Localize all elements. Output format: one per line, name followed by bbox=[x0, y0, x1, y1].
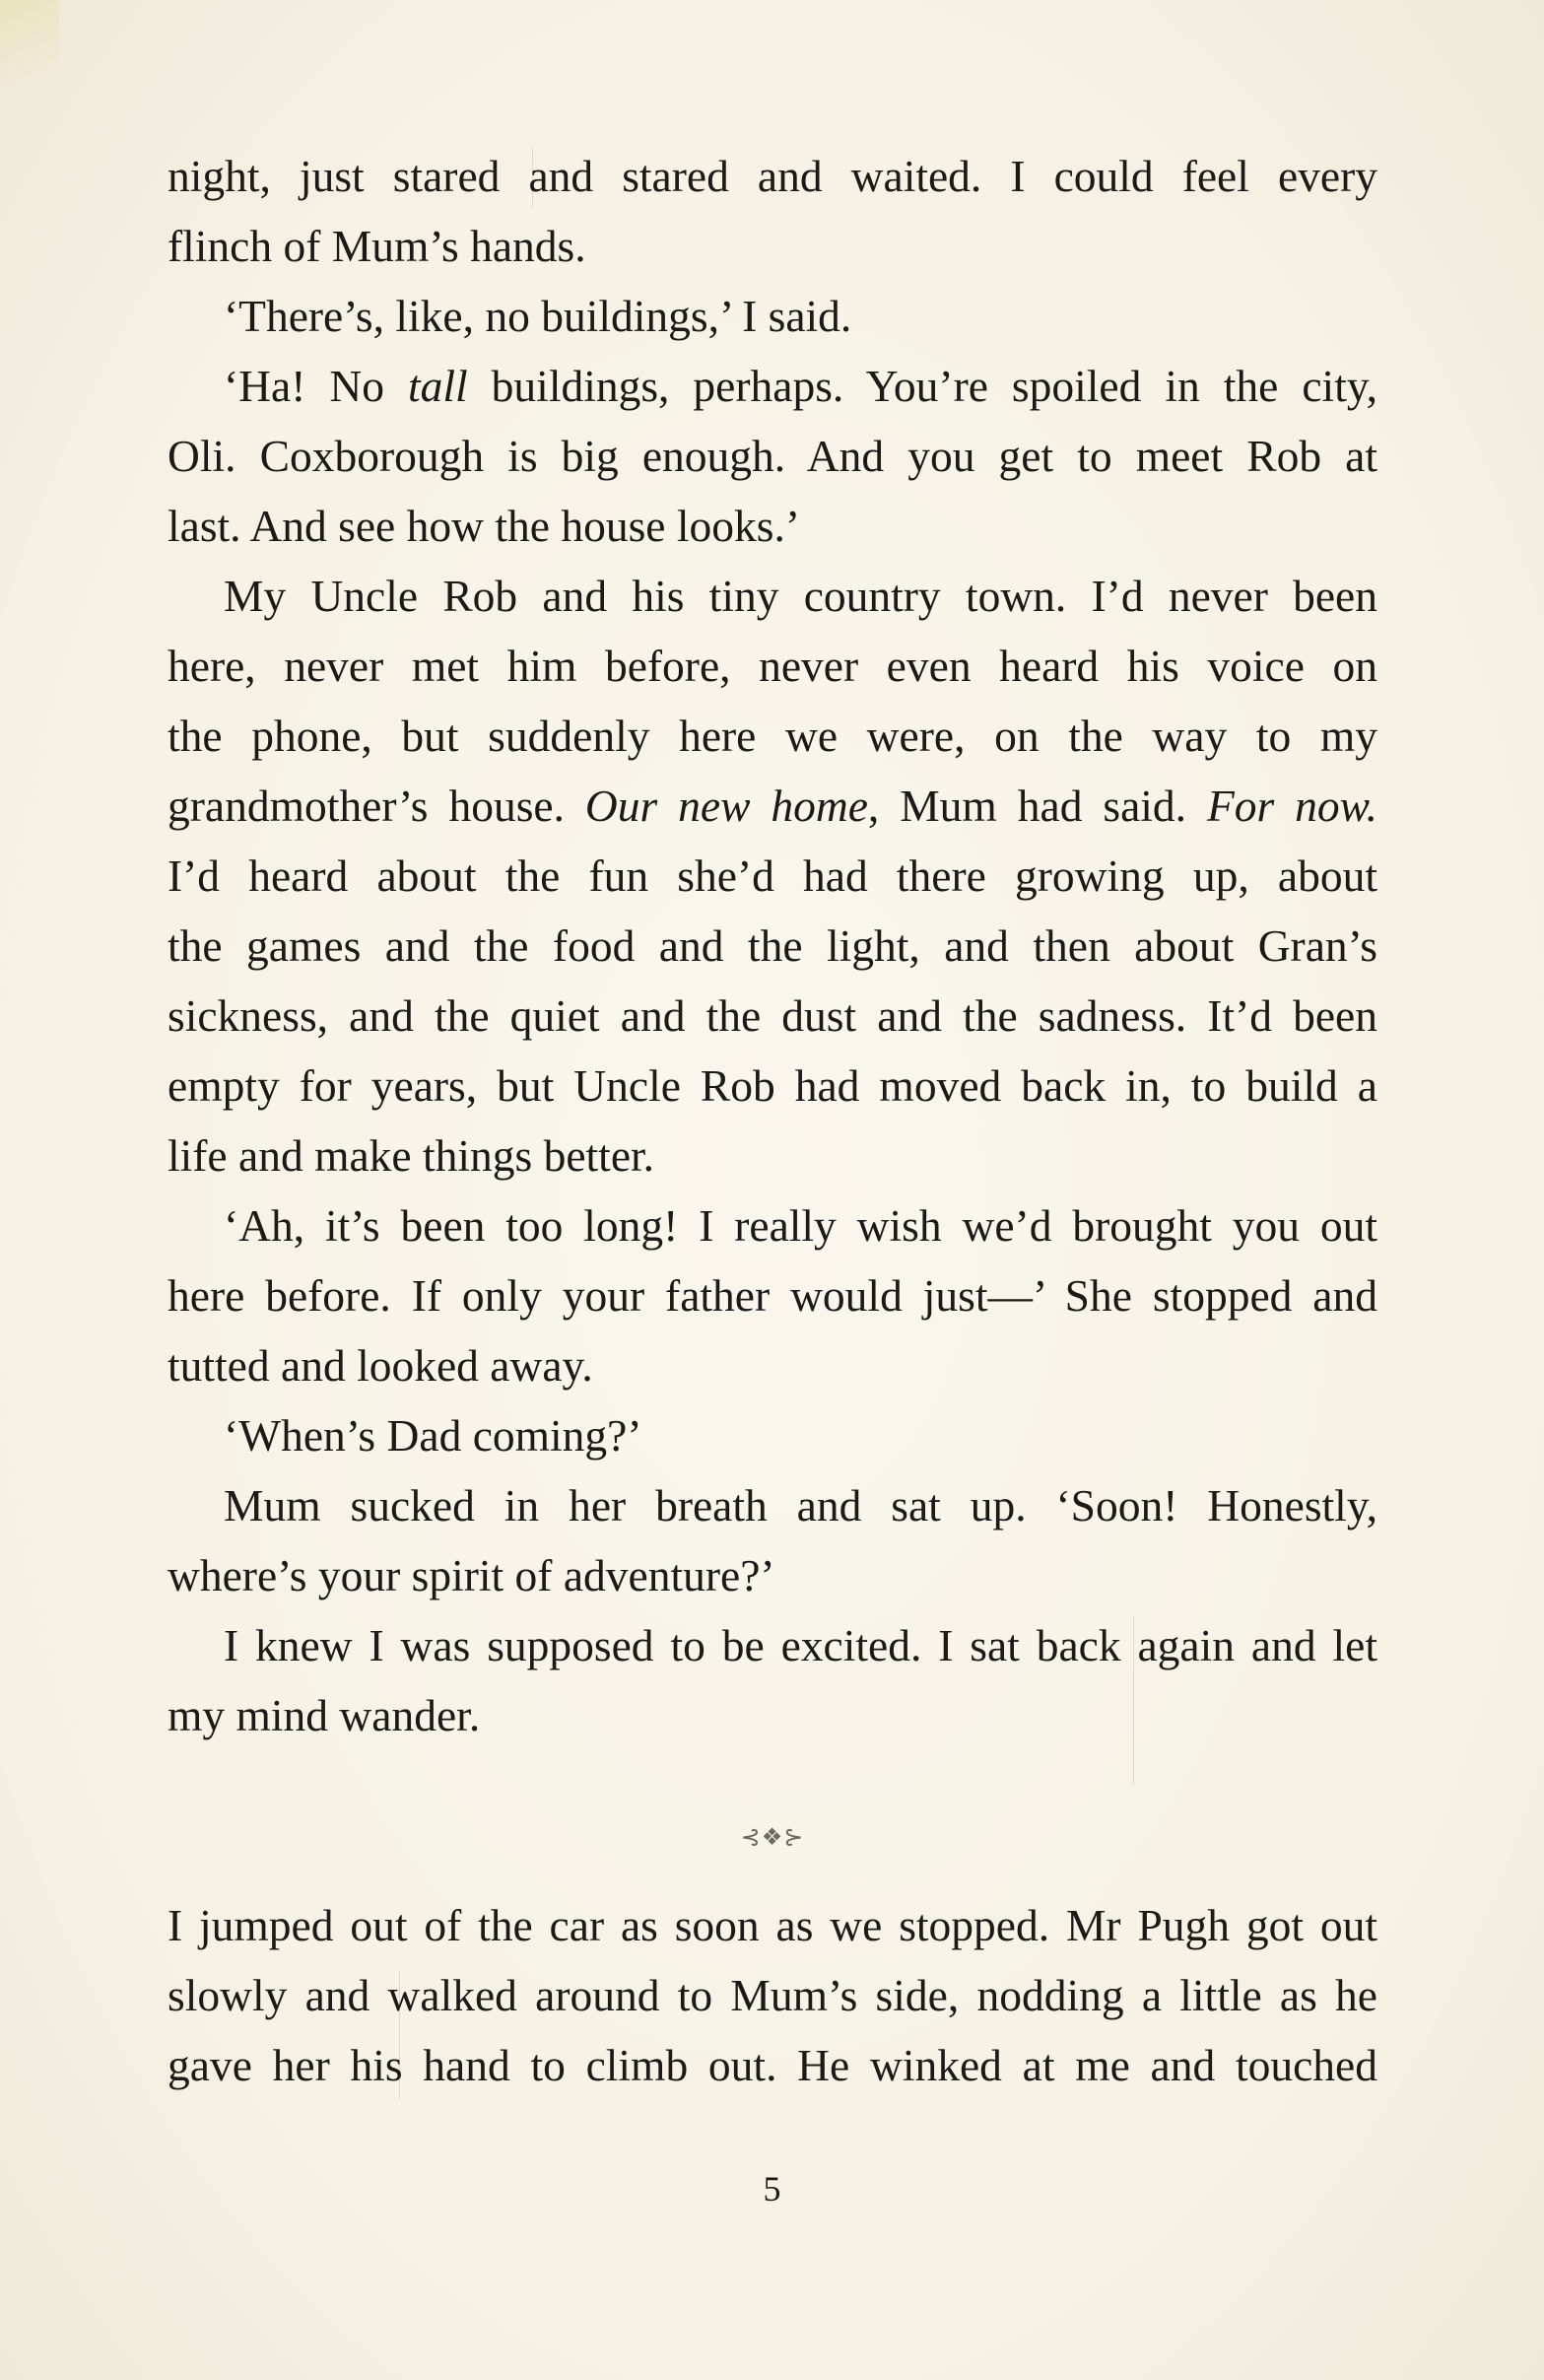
italic-phrase: tall bbox=[407, 361, 468, 411]
text-line: I knew I was supposed to be excited. I sat back again and let bbox=[224, 1620, 1377, 1670]
paragraph bbox=[168, 561, 1377, 1190]
text-line: where’s your spirit of adventure?’ bbox=[168, 1550, 775, 1600]
italic-phrase: Our new home bbox=[584, 781, 868, 831]
italic-phrase: For now. bbox=[1206, 781, 1377, 831]
text-line: slowly and walked around to Mum’s side, nodding a little as he bbox=[168, 1970, 1377, 2020]
text-line: sickness, and the quiet and the dust and the sadness. It’d been bbox=[168, 990, 1377, 1041]
text-line: night, just stared and stared and waited. I could feel every bbox=[168, 151, 1377, 201]
text-line: here, never met him before, never even heard his voice on bbox=[168, 641, 1377, 691]
paragraph bbox=[168, 1470, 1377, 1610]
text-line: empty for years, but Uncle Rob had moved back in, to build a bbox=[168, 1060, 1377, 1111]
text-line: Mum sucked in her breath and sat up. ‘Soon! Honestly, bbox=[224, 1480, 1377, 1530]
paragraph bbox=[168, 1190, 1377, 1400]
fleuron-ornament-icon: ⊰❖⊱ bbox=[740, 1825, 805, 1851]
text-line: the games and the food and the light, and then about Gran’s bbox=[168, 920, 1377, 971]
text-line: my mind wander. bbox=[168, 1690, 481, 1740]
text-segment: , Mum had said. bbox=[867, 781, 1207, 831]
page-stain bbox=[0, 0, 59, 118]
text-line: ‘When’s Dad coming?’ bbox=[224, 1410, 642, 1461]
paragraph bbox=[168, 1400, 1377, 1470]
text-segment: ‘Ha! No bbox=[224, 361, 408, 411]
text-line: tutted and looked away. bbox=[168, 1340, 593, 1391]
section-break bbox=[168, 1750, 1377, 1890]
body-text bbox=[168, 141, 1377, 2100]
text-line: life and make things better. bbox=[168, 1130, 655, 1181]
text-line bbox=[168, 771, 1377, 841]
text-line: gave her his hand to climb out. He winked at me and touched bbox=[168, 2040, 1377, 2090]
text-line: the phone, but suddenly here we were, on the way to my bbox=[168, 711, 1377, 761]
text-line: My Uncle Rob and his tiny country town. I’d never been bbox=[224, 571, 1377, 621]
text-segment: grandmother’s house. bbox=[168, 781, 585, 831]
paragraph bbox=[168, 351, 1377, 561]
text-line: I’d heard about the fun she’d had there growing up, about bbox=[168, 850, 1377, 901]
text-line: last. And see how the house looks.’ bbox=[168, 501, 800, 551]
paragraph bbox=[168, 1890, 1377, 2100]
text-segment: buildings, perhaps. You’re spoiled in the city, bbox=[467, 361, 1377, 411]
paragraph bbox=[168, 281, 1377, 351]
text-line: here before. If only your father would just—’ She stopped and bbox=[168, 1270, 1377, 1321]
text-line: flinch of Mum’s hands. bbox=[168, 221, 586, 271]
text-line: Oli. Coxborough is big enough. And you get to meet Rob at bbox=[168, 431, 1377, 481]
paragraph bbox=[168, 141, 1377, 281]
text-line: ‘Ah, it’s been too long! I really wish we’d brought you out bbox=[224, 1200, 1377, 1251]
text-line bbox=[168, 351, 1377, 421]
text-line: I jumped out of the car as soon as we stopped. Mr Pugh got out bbox=[168, 1900, 1377, 1950]
page-number: 5 bbox=[763, 2169, 781, 2209]
paragraph bbox=[168, 1610, 1377, 1750]
text-line: ‘There’s, like, no buildings,’ I said. bbox=[224, 291, 852, 341]
